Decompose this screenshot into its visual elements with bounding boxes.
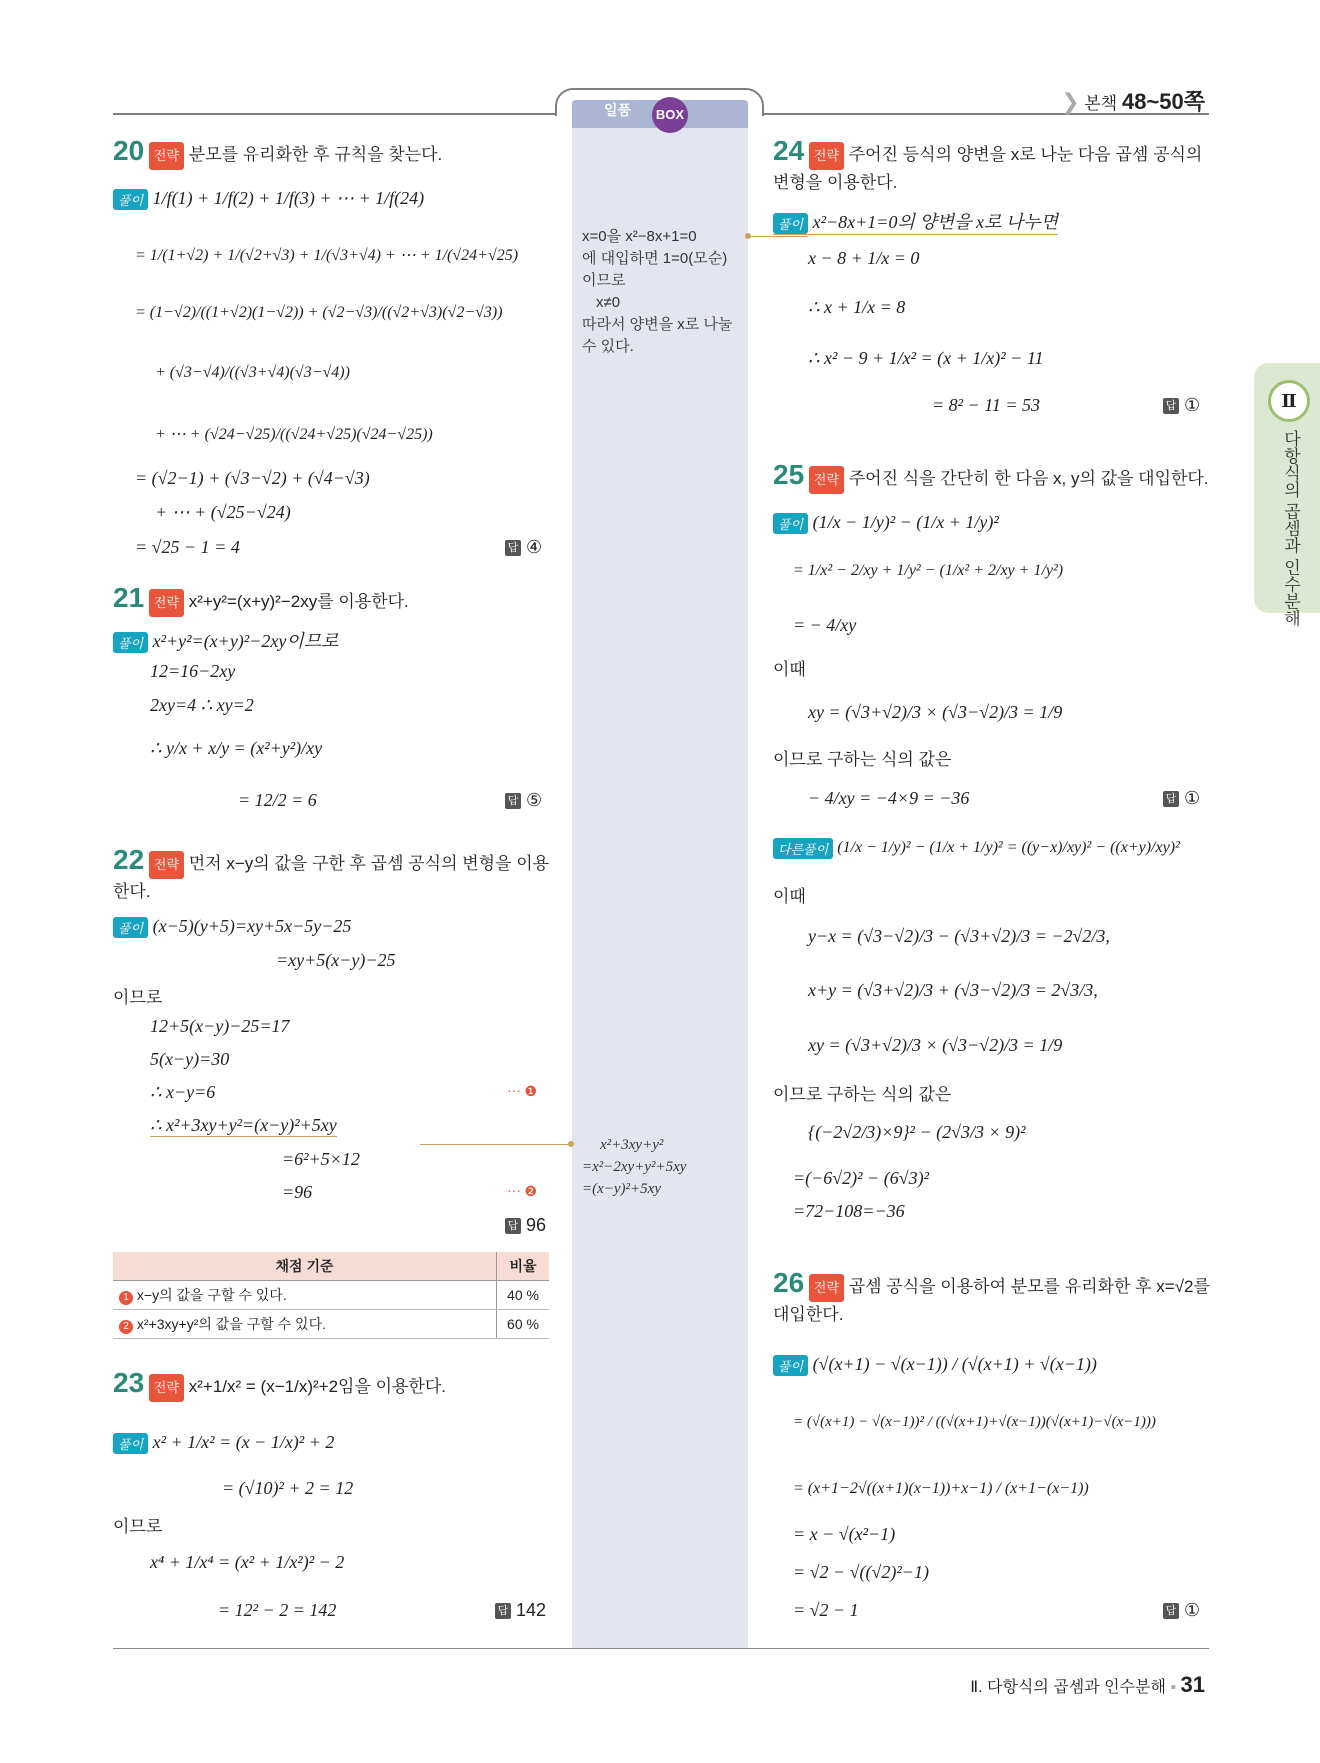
grading-row-2: 2 x²+3xy+y²의 값을 구할 수 있다. [113,1310,497,1339]
p23-line-4: = 12² − 2 = 142 [218,1600,337,1620]
box-label: 일품 [604,102,632,118]
p25-answer: 답 ① [1163,788,1200,809]
chapter-number: Ⅱ [1268,380,1310,422]
p26-line-1: = (√(x+1) − √(x−1))² / ((√(x+1)+√(x−1))(√(x+1)−√(x−1))) [793,1414,1156,1430]
problem-23-header: 23 전략 x²+1/x² = (x−1/x)²+2임을 이용한다. [113,1370,553,1402]
p26-line-5: = √2 − 1 [793,1600,859,1620]
ref-pages: 48~50쪽 [1121,89,1205,114]
p20-line-4: + ⋯ + (√24−√25)/((√24+√25)(√24−√25)) [155,426,433,443]
problem-26-header: 26 전략 곱셈 공식을 이용하여 분모를 유리화한 후 x=√2를 대입한다. [773,1267,1210,1324]
problem-number: 20 [113,135,145,166]
note-24-dot [745,233,751,239]
p25-line-5: 이므로 구하는 식의 값은 [773,750,952,769]
p22-line-6: ∴ x²+3xy+y²=(x−y)²+5xy [150,1115,337,1135]
p24-line-1: x − 8 + 1/x = 0 [808,248,920,268]
p25-line-4: xy = (√3+√2)/3 × (√3−√2)/3 = 1/9 [808,702,1063,722]
p20-line-5: = (√2−1) + (√3−√2) + (√4−√3) [135,468,370,488]
step-marker-1: ··· ❶ [507,1085,538,1100]
p26-answer: 답 ① [1163,1600,1200,1621]
p25-alt-line-2: y−x = (√3−√2)/3 − (√3+√2)/3 = −2√2/3, [808,926,1110,946]
p25-line-1: = 1/x² − 2/xy + 1/y² − (1/x² + 2/xy + 1/y²) [793,562,1064,579]
strategy-tag: 전략 [149,142,184,170]
answer-icon: 답 [505,540,521,556]
problem-21-header: 21 전략 x²+y²=(x+y)²−2xy를 이용한다. [113,585,553,617]
p25-alt-line-8: =72−108=−36 [793,1201,905,1221]
p24-line-4: = 8² − 11 = 53 [932,395,1040,415]
p22-line-0: 풀이 (x−5)(y+5)=xy+5x−5y−25 [113,916,351,938]
p20-line-0: 풀이 1/f(1) + 1/f(2) + 1/f(3) + ⋯ + 1/f(24) [113,188,424,210]
p26-line-4: = √2 − √((√2)²−1) [793,1562,929,1582]
p21-line-3: ∴ y/x + x/y = (x²+y²)/xy [150,738,323,758]
p23-line-3: x⁴ + 1/x⁴ = (x² + 1/x²)² − 2 [150,1552,345,1572]
grading-row-1: 1 x−y의 값을 구할 수 있다. [113,1281,497,1310]
step-marker-2: ··· ❷ [507,1185,538,1200]
ref-label: 본책 [1084,94,1118,113]
chapter-title: 다항식의 곱셈과 인수분해 [1281,430,1300,627]
problem-20-header [113,135,553,170]
page-footer: Ⅱ. 다항식의 곱셈과 인수분해 ▪ 31 [970,1672,1205,1697]
chevron-right-icon: ❯ [1061,89,1080,114]
p25-line-6: − 4/xy = −4×9 = −36 [808,788,970,808]
p24-answer: 답 ① [1163,395,1200,416]
p23-answer: 답 142 [495,1600,546,1621]
p21-line-4: = 12/2 = 6 [238,790,317,810]
p23-line-0: 풀이 x² + 1/x² = (x − 1/x)² + 2 [113,1432,334,1454]
p25-alt-line-3: x+y = (√3+√2)/3 + (√3−√2)/3 = 2√3/3, [808,980,1098,1000]
strategy-text: 분모를 유리화한 후 규칙을 찾는다. [188,145,443,164]
p26-line-3: = x − √(x²−1) [793,1524,896,1544]
p22-line-5: ∴ x−y=6 [150,1082,216,1102]
p22-line-8: =96 [282,1182,313,1202]
p25-alt-line-6: {(−2√2/3)×9}² − (2√3/3 × 9)² [808,1122,1026,1142]
bottom-rule [113,1648,1209,1649]
p25-alt-line-7: =(−6√2)² − (6√3)² [793,1168,929,1188]
p22-line-4: 5(x−y)=30 [150,1049,230,1069]
p25-alt-line-4: xy = (√3+√2)/3 × (√3−√2)/3 = 1/9 [808,1035,1063,1055]
grading-header-criteria: 채점 기준 [113,1252,497,1281]
p24-line-2: ∴ x + 1/x = 8 [808,297,906,317]
p25-alt-line-0: 다른풀이 (1/x − 1/y)² − (1/x + 1/y)² = ((y−x)/xy)² − ((x+y)/xy)² [773,838,1180,859]
p25-line-0: 풀이 (1/x − 1/y)² − (1/x + 1/y)² [773,512,999,534]
p22-line-3: 12+5(x−y)−25=17 [150,1016,290,1036]
p23-line-2: 이므로 [113,1517,163,1536]
p21-line-0: 풀이 x²+y²=(x+y)²−2xy이므로 [113,627,339,653]
p24-line-0: 풀이 x²−8x+1=0의 양변을 x로 나누면 [773,208,1058,235]
page-reference [1061,85,1205,116]
p20-line-2: = (1−√2)/((1+√2)(1−√2)) + (√2−√3)/((√2+√3)(√2−√3)) [135,304,503,321]
problem-25-header: 25 전략 주어진 식을 간단히 한 다음 x, y의 값을 대입한다. [773,462,1213,494]
note-connector [420,1144,572,1145]
p20-line-7: = √25 − 1 = 4 [135,537,240,557]
p20-line-1: = 1/(1+√2) + 1/(√2+√3) + 1/(√3+√4) + ⋯ + 1/(√24+√25) [135,247,519,264]
box-badge: BOX [652,97,688,133]
p20-line-3: + (√3−√4)/((√3+√4)(√3−√4)) [155,364,350,381]
page-number: 31 [1180,1672,1205,1697]
p21-answer: 답 ⑤ [505,790,542,811]
p22-answer: 답 96 [505,1215,546,1236]
p25-line-2: = − 4/xy [793,615,857,635]
problem-22-header: 22 전략 먼저 x−y의 값을 구한 후 곱셈 공식의 변형을 이용한다. [113,844,550,901]
problem-24-header: 24 전략 주어진 등식의 양변을 x로 나눈 다음 곱셈 공식의 변형을 이용한다. [773,135,1203,192]
p21-line-2: 2xy=4 ∴ xy=2 [150,695,254,715]
p22-line-2: 이므로 [113,988,163,1007]
note-22: x²+3xy+y² =x²−2xy+y²+5xy =(x−y)²+5xy [582,1137,687,1197]
p26-line-0: 풀이 (√(x+1) − √(x−1)) / (√(x+1) + √(x−1)) [773,1354,1097,1376]
p20-line-6: + ⋯ + (√25−√24) [155,502,291,522]
p20-answer: 답 ④ [505,537,542,558]
p25-alt-line-5: 이므로 구하는 식의 값은 [773,1085,952,1104]
solution-tag: 풀이 [113,189,148,210]
note-24: x=0을 x²−8x+1=0 에 대입하면 1=0(모순) 이므로 x≠0 따라서 양변을 x로 나눌 수 있다. [582,228,733,355]
top-rule-left [113,113,558,115]
connector-dot [568,1141,574,1147]
footer-chapter: Ⅱ. 다항식의 곱셈과 인수분해 [970,1679,1166,1696]
p24-line-3: ∴ x² − 9 + 1/x² = (x + 1/x)² − 11 [808,348,1044,368]
p25-line-3: 이때 [773,660,806,679]
grading-header-ratio: 비율 [497,1252,550,1281]
grading-table: 채점 기준 비율 1 x−y의 값을 구할 수 있다. 40 % 2 x²+3xy+y²의 값을 구할 수 있다. 60 % [113,1252,549,1339]
p23-line-1: = (√10)² + 2 = 12 [222,1478,354,1498]
note-24-connector [748,236,808,237]
p21-line-1: 12=16−2xy [150,661,236,681]
p25-alt-line-1: 이때 [773,887,806,906]
p22-line-1: =xy+5(x−y)−25 [276,950,396,970]
p22-line-7: =6²+5×12 [282,1149,360,1169]
p26-line-2: = (x+1−2√((x+1)(x−1))+x−1) / (x+1−(x−1)) [793,1480,1089,1497]
